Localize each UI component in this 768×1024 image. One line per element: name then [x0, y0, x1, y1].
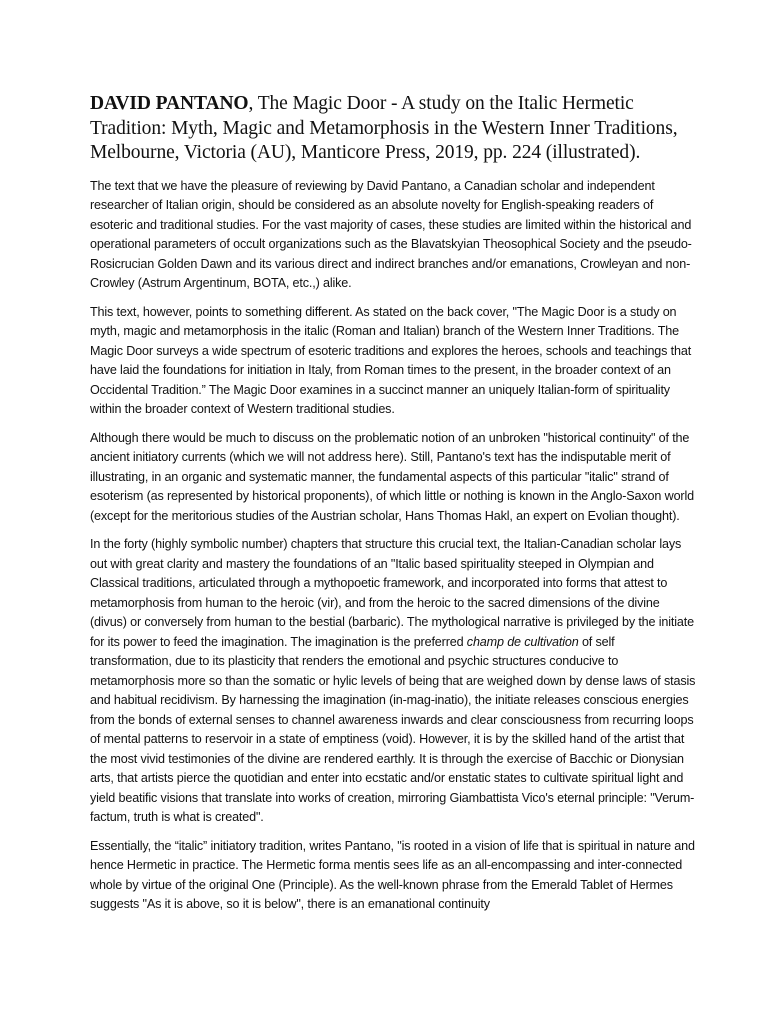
paragraph-3: Although there would be much to discuss on the problematic notion of an unbroken "historical continuity" of the ancient initiatory currents (which we will not address here). Still, Pantano's text has the indisputable merit of illustrating, in an organic and systematic manner, the fundamental aspects of this particular "italic" strand of esoterism (as represented by historical proponents), of which little or nothing is known in the Anglo-Saxon world (except for the meritorious studies of the Austrian scholar, Hans Thomas Hakl, an expert on Evolian thought). [90, 430, 694, 523]
paragraph-1: The text that we have the pleasure of reviewing by David Pantano, a Canadian scholar and independent researcher of Italian origin, should be considered as an absolute novelty for English-speaking readers of esoteric and traditional studies. For the vast majority of cases, these studies are limited within the historical and operational parameters of occult organizations such as the Blavatskyian Theosophical Society and the pseudo-Rosicrucian Golden Dawn and its various direct and indirect branches and/or emanations, Crowleyan and non-Crowley (Astrum Argentinum, BOTA, etc.,) alike. [90, 178, 692, 290]
paragraph-4-italic-term: champ de cultivation [466, 634, 579, 649]
paragraph-2: This text, however, points to something different. As stated on the back cover, "The Magic Door is a study on myth, magic and metamorphosis in the italic (Roman and Italian) branch of the Western Inner Traditions. The Magic Door surveys a wide spectrum of esoteric traditions and explores the heroes, schools and teachings that have laid the foundations for initiation in Italy, from Roman times to the present, in the broader context of an Occidental Tradition.” The Magic Door examines in a succinct manner an uniquely Italian-form of spirituality within the broader context of Western traditional studies. [90, 304, 692, 416]
heading-citation: , The Magic Door - A study on the Italic Hermetic Tradition: Myth, Magic and Metamorphosis in the Western Inner Traditions, Melbourne, Victoria (AU), Manticore Press, 2019, pp. 224 (illustrated). [90, 93, 678, 163]
paragraph-4-part-1: In the forty (highly symbolic number) chapters that structure this crucial text, the Italian-Canadian scholar lays out with great clarity and mastery the foundations of an "Italic based spirituality steeped in Olympian and Classical traditions, articulated through a mythopoetic framework, and incorporated into forms that attest to metamorphosis from human to the heroic (vir), and from the heroic to the sacred dimensions of the divine (divus) or conversely from human to the bestial (barbaric). The mythological narrative is privileged by the initiate for its power to feed the imagination. The imagination is the preferred [90, 537, 694, 649]
paragraph-4-part-2: of self transformation, due to its plasticity that renders the emotional and psychic structures conducive to metamorphosis more so than the somatic or hylic levels of being that are weighed down by dense laws of stasis and habitual recidivism. By harnessing the imagination (in-mag-inatio), the initiate releases conscious energies from the bonds of external senses to channel awareness inwards and clear consciousness from recurring loops of mental patterns to reservoir in a state of emptiness (void). However, it is by the skilled hand of the artist that the most vivid testimonies of the divine are rendered earthly. It is through the exercise of Bacchic or Dionysian arts, that artists pierce the quotidian and enter into ecstatic and/or enstatic states to cultivate spiritual light and yield beatific visions that translate into works of creation, mirroring Giambattista Vico's eternal principle: "Verum-factum, truth is what is created". [90, 634, 696, 824]
heading-author: DAVID PANTANO [90, 93, 249, 114]
paragraph-5: Essentially, the “italic” initiatory tradition, writes Pantano, "is rooted in a vision of life that is spiritual in nature and hence Hermetic in practice. The Hermetic forma mentis sees life as an all-encompassing and inter-connected whole by virtue of the original One (Principle). As the well-known phrase from the Emerald Tablet of Hermes suggests "As it is above, so it is below", there is an emanational continuity [90, 838, 695, 911]
paragraph-4 [90, 535, 698, 828]
document-page [90, 92, 698, 924]
review-heading [90, 92, 698, 166]
